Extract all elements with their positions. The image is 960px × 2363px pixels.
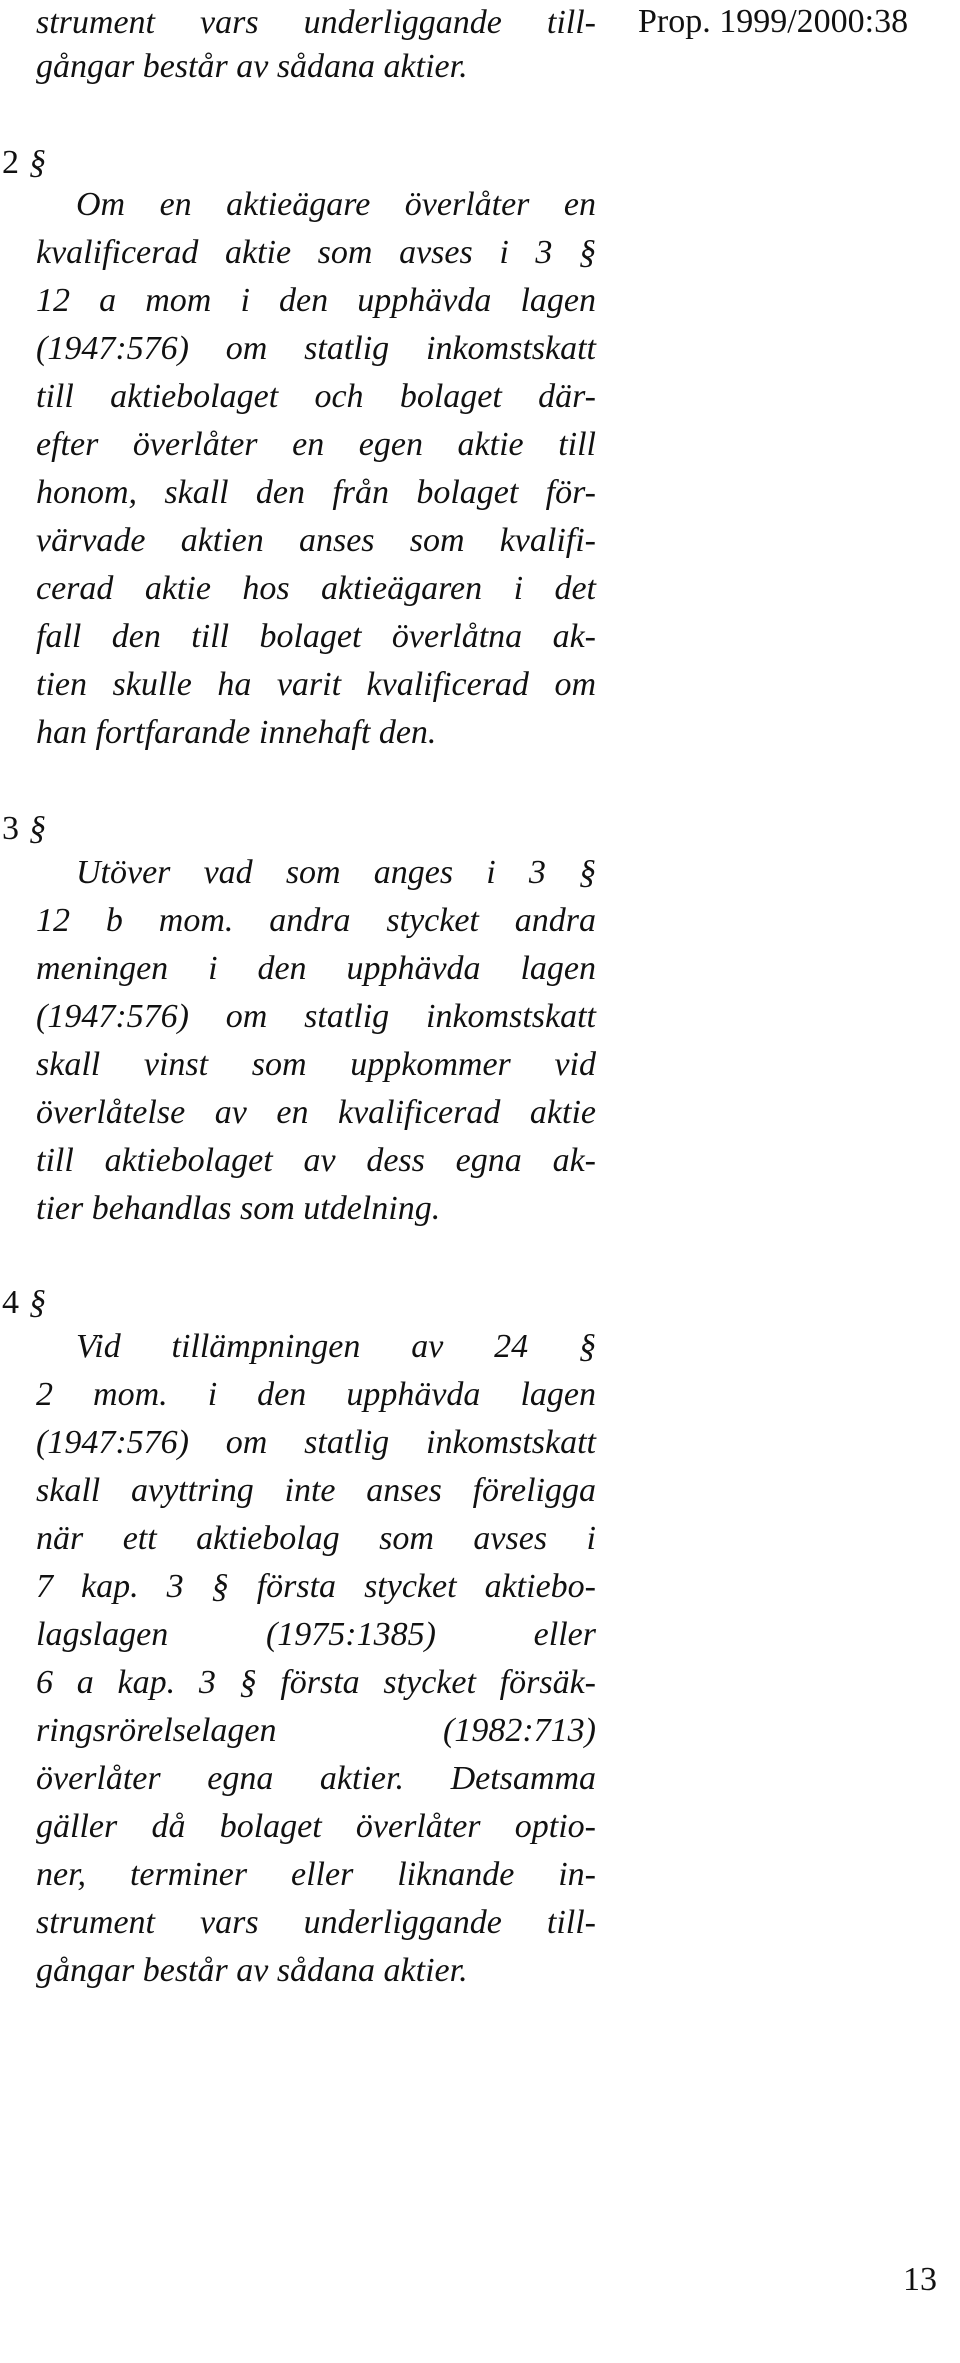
section-3-line: till aktiebolaget av dess egna ak- <box>36 1142 596 1179</box>
section-3-line: tier behandlas som utdelning. <box>36 1190 441 1227</box>
section-2-line: (1947:576) om statlig inkomstskatt <box>36 330 596 367</box>
section-4-line: ringsrörelselagen (1982:713) <box>36 1712 596 1749</box>
section-3-line: (1947:576) om statlig inkomstskatt <box>36 998 596 1035</box>
section-symbol: § <box>29 1284 46 1321</box>
section-4-line: 6 a kap. 3 § första stycket försäk- <box>36 1664 596 1701</box>
section-number: 2 <box>2 144 19 181</box>
section-4-line: lagslagen (1975:1385) eller <box>36 1616 596 1653</box>
section-heading-2 <box>2 140 46 186</box>
section-3-line: skall vinst som uppkommer vid <box>36 1046 596 1083</box>
section-symbol: § <box>29 810 46 847</box>
proposition-reference: Prop. 1999/2000:38 <box>638 3 909 40</box>
page-number: 13 <box>903 2261 937 2298</box>
section-number: 3 <box>2 810 19 847</box>
section-number: 4 <box>2 1284 19 1321</box>
section-2-line: Om en aktieägare överlåter en <box>76 186 596 223</box>
continuation-line: gångar består av sådana aktier. <box>36 48 468 85</box>
section-4-line: (1947:576) om statlig inkomstskatt <box>36 1424 596 1461</box>
section-2-line: fall den till bolaget överlåtna ak- <box>36 618 596 655</box>
section-2-line: kvalificerad aktie som avses i 3 § <box>36 234 596 271</box>
section-2-line: tien skulle ha varit kvalificerad om <box>36 666 596 703</box>
section-heading-4 <box>2 1280 46 1326</box>
section-2-line: 12 a mom i den upphävda lagen <box>36 282 596 319</box>
section-2-line: cerad aktie hos aktieägaren i det <box>36 570 596 607</box>
section-4-line: Vid tillämpningen av 24 § <box>76 1328 596 1365</box>
section-heading-3 <box>2 806 46 852</box>
section-4-line: skall avyttring inte anses föreligga <box>36 1472 596 1509</box>
section-4-line: ner, terminer eller liknande in- <box>36 1856 596 1893</box>
section-4-line: gäller då bolaget överlåter optio- <box>36 1808 596 1845</box>
section-3-line: överlåtelse av en kvalificerad aktie <box>36 1094 596 1131</box>
section-4-line: 2 mom. i den upphävda lagen <box>36 1376 596 1413</box>
section-2-line: efter överlåter en egen aktie till <box>36 426 596 463</box>
section-4-line: överlåter egna aktier. Detsamma <box>36 1760 596 1797</box>
section-2-line: till aktiebolaget och bolaget där- <box>36 378 596 415</box>
section-2-line: värvade aktien anses som kvalifi- <box>36 522 596 559</box>
section-3-line: 12 b mom. andra stycket andra <box>36 902 596 939</box>
section-4-line: gångar består av sådana aktier. <box>36 1952 468 1989</box>
section-symbol: § <box>29 144 46 181</box>
section-2-line: han fortfarande innehaft den. <box>36 714 437 751</box>
section-4-line: när ett aktiebolag som avses i <box>36 1520 596 1557</box>
section-4-line: 7 kap. 3 § första stycket aktiebo- <box>36 1568 596 1605</box>
section-3-line: Utöver vad som anges i 3 § <box>76 854 596 891</box>
continuation-line: strument vars underliggande till- <box>36 4 596 41</box>
section-3-line: meningen i den upphävda lagen <box>36 950 596 987</box>
section-4-line: strument vars underliggande till- <box>36 1904 596 1941</box>
section-2-line: honom, skall den från bolaget för- <box>36 474 596 511</box>
